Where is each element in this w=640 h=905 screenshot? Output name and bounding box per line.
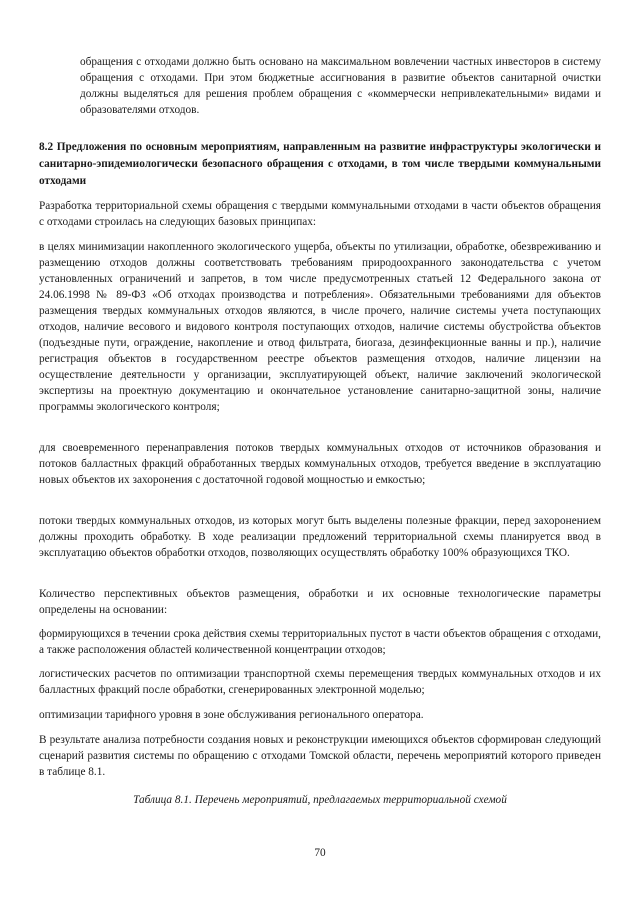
intro-paragraph: обращения с отходами должно быть основано на максимальном вовлечении частных инвесторов в систему обращения с отходами. При этом бюджетные ассигнования в развитие объектов санитарной очистки должны выделяться для решения проблем обращения с «коммерчески непривлекательными» видами и образователями отходов.	[80, 56, 601, 116]
page-number: 70	[314, 847, 326, 859]
paragraph-logistics: логистических расчетов по оптимизации транспортной схемы перемещения твердых коммунальных отходов и их балластных фракций после обработки, сгенерированных электронной моделью;	[39, 668, 601, 696]
table-caption: Таблица 8.1. Перечень мероприятий, предлагаемых территориальной схемой	[133, 794, 507, 806]
paragraph-redirection: для своевременного перенаправления потоков твердых коммунальных отходов от источников образования и потоков балластных фракций обработанных твердых коммунальных отходов, требуется введение в эксплуатацию новых объектов их захоронения с достаточной годовой мощностью и емкостью;	[39, 442, 601, 486]
paragraph-minimization: в целях минимизации накопленного экологического ущерба, объекты по утилизации, обработке, обезвреживанию и размещению отходов должны соответствовать требованиям природоохранного законодательства с учетом установленных ограничений и запретов, в том числе предусмотренных статьей 12 Федерального закона от 24.06.1998 № 89-ФЗ «Об отходах производства и потребления». Обязательными требованиями для объектов размещения твердых коммунальных отходов являются, в числе прочего, наличие системы учета поступающих отходов, наличие весового и видового контроля поступающих отходов, наличие системы обустройства объектов (подъездные пути, ограждение, накопление и отвод фильтрата, биогаза, дезинфекционные ванны и пр.), наличие регистрация объектов в государственном реестре объектов размещения отходов, наличие лицензии на осуществление деятельности у организации, эксплуатирующей объект, наличие заключений экологической экспертизы на проектную документацию и окончательное установление санитарно-защитной зоны, наличие программы экологического контроля;	[39, 241, 601, 413]
paragraph-principles-intro: Разработка территориальной схемы обращения с твердыми коммунальными отходами в части объектов обращения с отходами строилась на следующих базовых принципах:	[39, 200, 601, 228]
section-heading: 8.2 Предложения по основным мероприятиям, направленным на развитие инфраструктуры экологически и санитарно-эпидемиологически безопасного обращения с отходами, в том числе твердыми коммунальными отходами	[39, 141, 601, 187]
paragraph-voids: формирующихся в течении срока действия схемы территориальных пустот в части объектов обращения с отходами, а также расположения областей количественной концентрации отходов;	[39, 628, 601, 656]
paragraph-parameters: Количество перспективных объектов размещения, обработки и их основные технологические параметры определены на основании:	[39, 588, 601, 616]
paragraph-processing: потоки твердых коммунальных отходов, из которых могут быть выделены полезные фракции, перед захоронением должны проходить обработку. В ходе реализации предложений территориальной схемы планируется ввод в эксплуатацию объектов обработки отходов, позволяющих осуществлять обработку 100% образующихся ТКО.	[39, 515, 601, 559]
paragraph-result: В результате анализа потребности создания новых и реконструкции имеющихся объектов сформирован следующий сценарий развития системы по обращению с отходами Томской области, перечень мероприятий которого приведен в таблице 8.1.	[39, 734, 601, 778]
paragraph-tariff: оптимизации тарифного уровня в зоне обслуживания регионального оператора.	[39, 709, 424, 721]
